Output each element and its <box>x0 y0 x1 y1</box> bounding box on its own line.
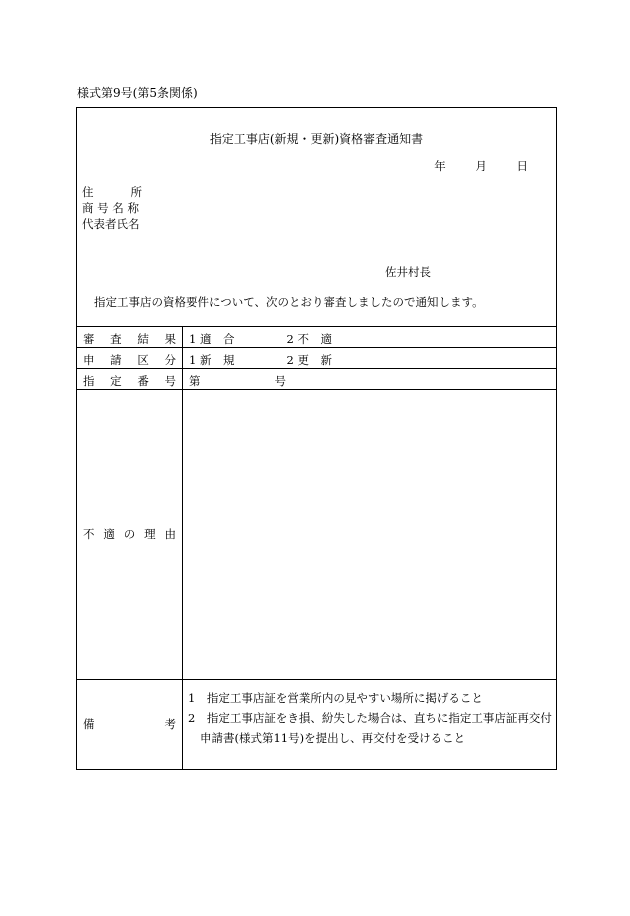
table-row-divider <box>77 679 556 680</box>
category-label <box>83 352 176 368</box>
table-column-divider <box>182 326 183 769</box>
reason-label <box>83 526 176 542</box>
label-char: 指 <box>83 374 95 388</box>
table-row-divider <box>77 368 556 369</box>
label-char: 不 <box>83 527 95 541</box>
remarks-label <box>83 716 176 732</box>
option-renewal: 2 更 新 <box>286 353 332 367</box>
day-label: 日 <box>516 159 528 173</box>
label-char: 由 <box>164 527 176 541</box>
label-char: 申 <box>83 353 95 367</box>
option-fail: 2 不 適 <box>286 332 332 346</box>
label-char: 果 <box>164 332 176 346</box>
addressee-block <box>82 184 142 232</box>
label-char: 理 <box>144 527 156 541</box>
label-char: 査 <box>110 332 122 346</box>
label-char: 区 <box>137 353 149 367</box>
label-char: 分 <box>164 353 176 367</box>
table-top-border <box>77 326 556 327</box>
document-title: 指定工事店(新規・更新)資格審査通知書 <box>209 132 424 146</box>
category-options <box>189 352 332 368</box>
note-item: 2 指定工事店証をき損、紛失した場合は、直ちに指定工事店証再交付申請書(様式第11号)を提出し、再交付を受けること <box>188 711 552 745</box>
number-prefix: 第 <box>189 374 201 388</box>
table-row-divider <box>77 347 556 348</box>
trade-name-label: 商 号 名 称 <box>82 201 139 215</box>
address-label-char: 所 <box>130 185 142 199</box>
label-char: 適 <box>103 527 115 541</box>
note-item: 1 指定工事店証を営業所内の見やすい場所に掲げること <box>188 691 483 705</box>
form-number-label: 様式第9号(第5条関係) <box>77 86 198 100</box>
representative-label: 代表者氏名 <box>82 217 140 231</box>
remarks-notes <box>188 688 553 748</box>
label-char: 考 <box>164 717 176 731</box>
address-row <box>82 184 142 200</box>
date-line <box>408 158 528 174</box>
number-label <box>83 373 176 389</box>
label-char: 請 <box>110 353 122 367</box>
number-value <box>189 373 286 389</box>
label-char: の <box>123 527 136 541</box>
month-label: 月 <box>475 159 487 173</box>
option-pass: 1 適 合 <box>189 332 235 346</box>
year-label: 年 <box>434 159 446 173</box>
option-new: 1 新 規 <box>189 353 235 367</box>
label-char: 号 <box>164 374 176 388</box>
result-label <box>83 331 176 347</box>
result-options <box>189 331 332 347</box>
issuer-name: 佐井村長 <box>385 265 431 279</box>
notice-body: 指定工事店の資格要件について、次のとおり審査しましたので通知します。 <box>94 295 484 309</box>
label-char: 備 <box>83 717 95 731</box>
address-label-char: 住 <box>82 185 94 199</box>
notice-frame <box>76 107 557 770</box>
label-char: 番 <box>137 374 149 388</box>
label-char: 審 <box>83 332 95 346</box>
label-char: 結 <box>137 332 149 346</box>
table-row-divider <box>77 389 556 390</box>
number-suffix: 号 <box>274 374 286 388</box>
label-char: 定 <box>110 374 122 388</box>
